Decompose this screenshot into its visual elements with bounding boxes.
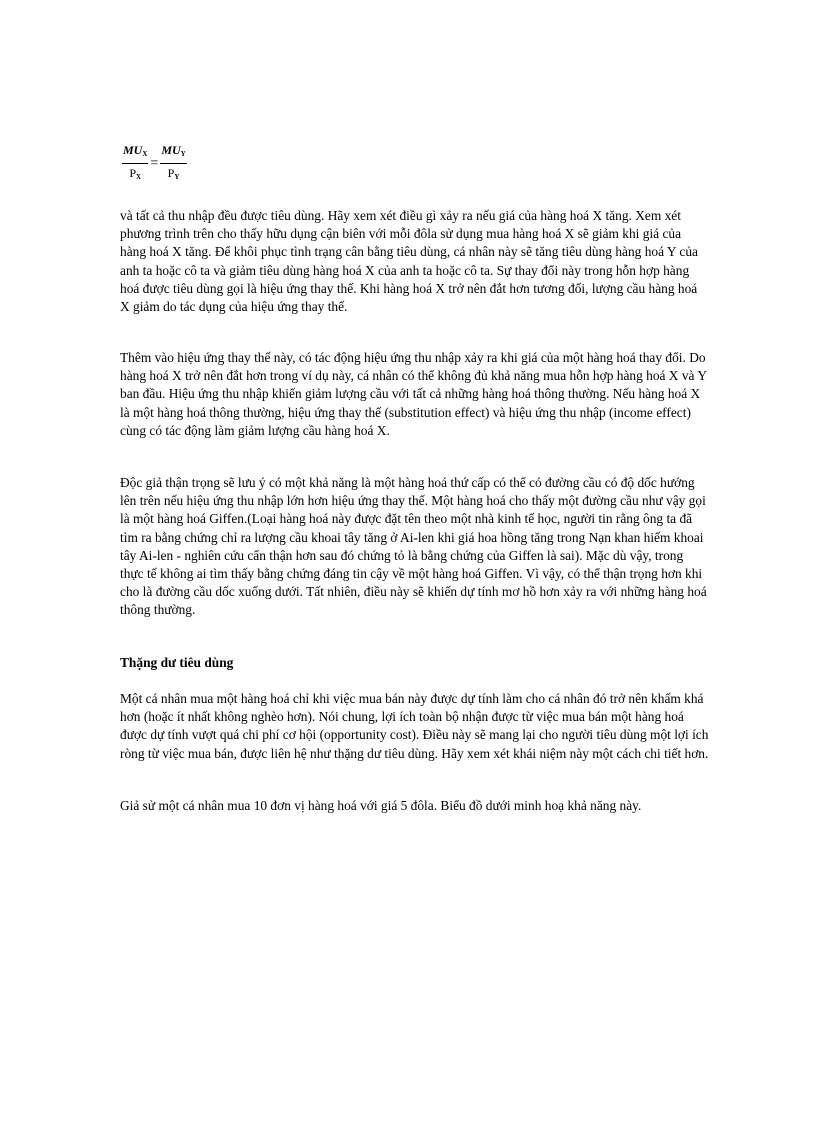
equals-sign: = bbox=[150, 156, 159, 171]
right-numerator: $MU_Y$ bbox=[161, 143, 186, 158]
paragraph-example: Giả sử một cá nhân mua 10 đơn vị hàng hoá với giá 5 đôla. Biểu đồ dưới minh hoạ khả năng này. bbox=[120, 798, 642, 813]
paragraph-giffen-good: Độc giả thận trọng sẽ lưu ý có một khả năng là một hàng hoá thứ cấp có thể có đường cầu có độ dốc hướng lên trên nếu hiệu ứng thu nhập lớn hơn hiệu ứng thay thế. Một hàng hoá cho thấy một đường cầu như vậy gọi là một hàng hoá Giffen.(Loại hàng hoá này được đặt tên theo một nhà kinh tế học, người tin rằng ông ta đã tìm ra bằng chứng chỉ ra lượng cầu khoai tây tăng ở Ai-len khi giá hoa hồng tăng trong Nạn khan hiếm khoai tây Ai-len - nghiên cứu cẩn thận hơn sau đó chứng tỏ là bằng chứng của Giffen là sai). Mặc dù vậy, trong thực tế không ai tìm thấy bằng chứng đáng tin cậy về một hàng hoá Giffen. Vì vậy, có thể thận trọng hơn khi cho là đường cầu dốc xuống dưới. Tất nhiên, điều này sẽ khiến dự tính mơ hồ hơn xảy ra với những hàng hoá thông thường. bbox=[120, 475, 707, 618]
left-fraction bbox=[122, 143, 148, 185]
paragraph-substitution-effect: và tất cả thu nhập đều được tiêu dùng. Hãy xem xét điều gì xảy ra nếu giá của hàng hoá X tăng. Xem xét phương trình trên cho thấy hữu dụng cận biên với mỗi đôla sử dụng mua hàng hoá X sẽ giảm khi giá của hàng hoá X tăng. Để khôi phục tình trạng cân bằng tiêu dùng, cá nhân này sẽ tăng tiêu dùng hàng hoá Y của anh ta hoặc cô ta và giảm tiêu dùng hàng hoá X của anh ta hoặc cô ta. Sự thay đổi này trong hỗn hợp hàng hoá được tiêu dùng gọi là hiệu ứng thay thế. Khi hàng hoá X trở nên đắt hơn tương đối, lượng cầu hàng hoá X giảm do tác dụng của hiệu ứng thay thế. bbox=[120, 208, 698, 315]
right-fraction bbox=[160, 143, 186, 185]
section-heading: Thặng dư tiêu dùng bbox=[120, 655, 234, 670]
left-numerator: $MU_X$ bbox=[123, 143, 148, 158]
paragraph-consumer-surplus: Một cá nhân mua một hàng hoá chỉ khi việc mua bán này được dự tính làm cho cá nhân đó trở nên khấm khá hơn (hoặc ít nhất không nghèo hơn). Nói chung, lợi ích toàn bộ nhận được từ việc mua bán một hàng hoá được dự tính vượt quá chi phí cơ hội (opportunity cost). Điều này sẽ mang lại cho người tiêu dùng một lợi ích ròng từ việc mua bán, được liên hệ như thặng dư tiêu dùng. Hãy xem xét khái niệm này một cách chi tiết hơn. bbox=[120, 691, 709, 761]
equilibrium-formula bbox=[122, 143, 187, 185]
right-denominator: $P_Y$ bbox=[167, 166, 180, 181]
paragraph-income-effect: Thêm vào hiệu ứng thay thế này, có tác động hiệu ứng thu nhập xảy ra khi giá của một hàng hoá thay đổi. Do hàng hoá X trở nên đắt hơn trong ví dụ này, cá nhân có thể không đủ khả năng mua hỗn hợp hàng hoá X và Y ban đầu. Hiệu ứng thu nhập khiến giảm lượng cầu với tất cả những hàng hoá thông thường. Nếu hàng hoá X là một hàng hoá thông thường, hiệu ứng thay thế (substitution effect) và hiệu ứng thu nhập (income effect) cùng có tác động làm giảm lượng cầu hàng hoá X. bbox=[120, 350, 707, 438]
left-denominator: $P_X$ bbox=[129, 166, 142, 181]
